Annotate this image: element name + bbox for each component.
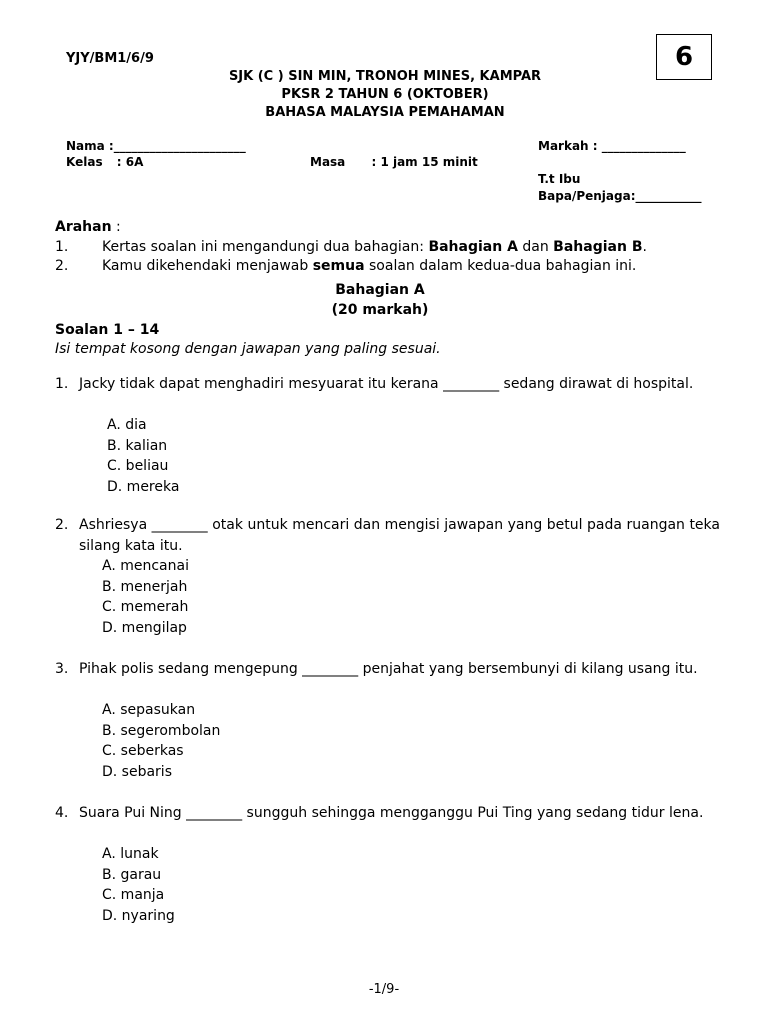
question-text: Suara Pui Ning ________ sungguh sehingga mengganggu Pui Ting yang sedang tidur lena. [79,805,704,821]
arahan-item-1 [55,239,647,255]
option-c: C. manja [102,887,165,904]
arahan-text: . [642,239,647,255]
option-a: A. sepasukan [102,702,196,718]
arahan-colon: : [111,219,121,235]
option-d: D. nyaring [102,907,175,924]
question-2-options [102,556,189,638]
question-3-options [102,700,220,782]
option-a: A. dia [107,417,147,433]
section-instruction: Isi tempat kosong dengan jawapan yang paling sesuai. [55,341,441,357]
question-4-options [102,844,175,926]
question-text: Pihak polis sedang mengepung ________ penjahat yang bersembunyi di kilang usang itu. [79,661,698,677]
section-marks: (20 markah) [331,302,429,318]
question-text: Jacky tidak dapat menghadiri mesyuarat itu kerana ________ sedang dirawat di hospital. [79,376,694,392]
option-d: D. mengilap [102,619,187,636]
option-b: B. garau [102,866,162,883]
question-range: Soalan 1 – 14 [55,322,160,338]
arahan-item-number: 1. [55,239,69,255]
option-c: C. beliau [107,458,169,475]
question-number: 4. [55,805,69,821]
markah-field: Markah : ______________ [538,139,686,153]
arahan-text: soalan dalam kedua-dua bahagian ini. [364,258,637,274]
section-title: Bahagian A [335,282,425,298]
arahan-item-2 [55,258,637,274]
question-text: Ashriesya ________ otak untuk mencari dan mengisi jawapan yang betul pada ruangan teka silang kata itu. [79,517,720,554]
option-b: B. kalian [107,437,168,454]
exam-title: PKSR 2 TAHUN 6 (OKTOBER) [281,87,489,102]
option-d: D. sebaris [102,763,172,780]
option-b: B. segerombolan [102,722,221,739]
tt-ibu-label: T.t Ibu [538,172,581,186]
masa-label: Masa [310,155,346,169]
arahan-title: Arahan [55,219,112,235]
question-1-options [107,415,179,497]
question-number: 1. [55,376,69,392]
kelas-value: : 6A [116,155,144,169]
arahan-heading [55,219,121,235]
question-4 [55,803,720,824]
arahan-bold-text: Bahagian B [553,239,643,255]
arahan-text: Kertas soalan ini mengandungi dua bahagian: [102,239,429,255]
question-number: 2. [55,517,69,533]
page-number-box: 6 [656,34,712,80]
nama-field: Nama :______________________ [66,139,246,153]
arahan-item-number: 2. [55,258,69,274]
kelas-field [66,155,143,169]
arahan-bold-text: semua [312,258,365,274]
masa-value: : 1 jam 15 minit [371,155,478,169]
bapa-penjaga-field: Bapa/Penjaga:___________ [538,189,702,203]
subject-title: BAHASA MALAYSIA PEMAHAMAN [265,105,505,120]
question-3 [55,659,720,680]
option-c: C. memerah [102,599,189,616]
question-1 [55,374,720,395]
arahan-text: Kamu dikehendaki menjawab [102,258,313,274]
school-name: SJK (C ) SIN MIN, TRONOH MINES, KAMPAR [228,69,542,84]
question-2 [55,515,720,557]
page-footer-number: -1/9- [368,982,400,997]
arahan-bold-text: Bahagian A [428,239,518,255]
option-d: D. mereka [107,478,180,495]
masa-field [310,155,478,169]
option-a: A. lunak [102,846,159,862]
kelas-label: Kelas [66,155,103,169]
paper-code: YJY/BM1/6/9 [66,51,154,66]
option-c: C. seberkas [102,743,184,760]
option-a: A. mencanai [102,558,189,574]
arahan-text: dan [517,239,554,255]
question-number: 3. [55,661,69,677]
option-b: B. menerjah [102,578,188,595]
